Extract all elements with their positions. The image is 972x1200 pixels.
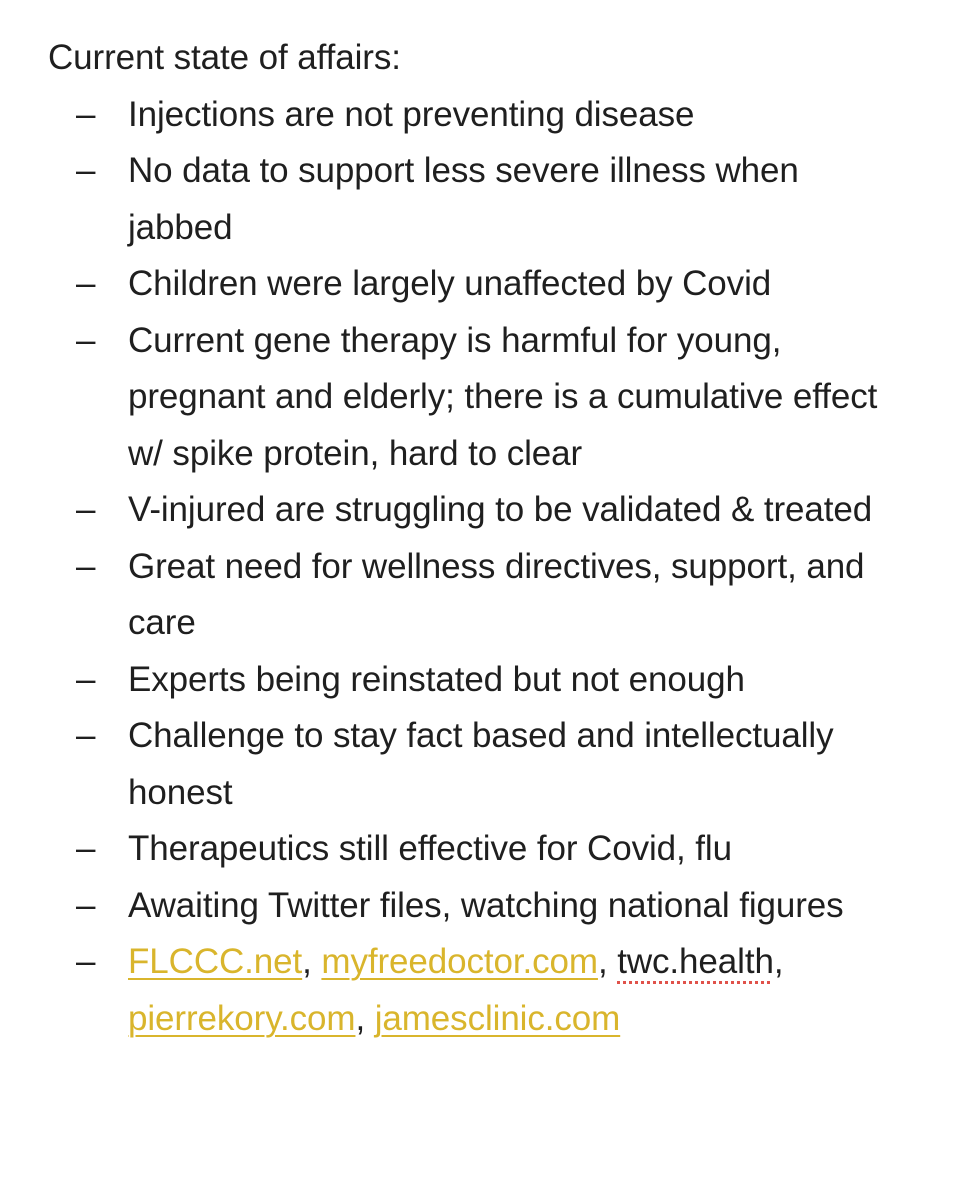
- bullet-dash: –: [76, 659, 96, 699]
- list-item-text: Experts being reinstated but not enough: [128, 659, 745, 699]
- list-item-text: V-injured are struggling to be validated & treated: [128, 490, 873, 529]
- bullet-dash: –: [76, 546, 96, 586]
- list-item: [48, 87, 908, 144]
- note-document: [48, 30, 948, 1047]
- text-twc-health: twc.health: [617, 942, 774, 981]
- list-item-text: No data to support less severe illness when jabbed: [128, 151, 799, 247]
- note-heading: Current state of affairs:: [48, 38, 401, 77]
- link-myfreedoctor[interactable]: myfreedoctor.com: [321, 942, 598, 981]
- list-item-text: Great need for wellness directives, support, and care: [128, 546, 865, 642]
- list-item-text: Children were largely unaffected by Covid: [128, 264, 772, 303]
- list-item-text: Current gene therapy is harmful for young, pregnant and elderly; there is a cumulative effect w/ spike protein, hard to clear: [128, 320, 878, 473]
- bullet-dash: –: [76, 829, 96, 868]
- bullet-dash: –: [76, 716, 96, 755]
- bullet-list: [48, 87, 948, 1048]
- list-item-text: Therapeutics still effective for Covid, flu: [128, 829, 732, 868]
- bullet-dash: –: [76, 151, 96, 190]
- bullet-dash: –: [76, 264, 96, 303]
- link-separator: ,: [302, 942, 322, 981]
- link-flccc[interactable]: FLCCC.net: [128, 942, 303, 981]
- list-item-links: [48, 934, 908, 1047]
- link-separator: ,: [597, 942, 618, 981]
- bullet-dash: –: [76, 942, 96, 981]
- link-separator: ,: [355, 998, 375, 1038]
- list-item: [48, 143, 908, 256]
- list-item: [48, 482, 908, 539]
- list-item: [48, 708, 908, 821]
- link-pierrekory[interactable]: pierrekory.com: [128, 998, 356, 1038]
- list-item-text: Injections are not preventing disease: [128, 94, 695, 134]
- bullet-dash: –: [76, 885, 96, 925]
- list-item: [48, 652, 908, 709]
- list-item: [48, 313, 908, 483]
- link-separator: ,: [773, 942, 784, 981]
- list-item: [48, 878, 908, 935]
- bullet-dash: –: [76, 94, 96, 134]
- list-item-text: Challenge to stay fact based and intellectually honest: [128, 716, 834, 812]
- link-jamesclinic[interactable]: jamesclinic.com: [374, 998, 621, 1038]
- bullet-dash: –: [76, 490, 96, 529]
- list-item: [48, 256, 908, 313]
- list-item: [48, 821, 908, 878]
- list-item-text: Awaiting Twitter files, watching national figures: [128, 885, 844, 925]
- bullet-dash: –: [76, 320, 96, 360]
- list-item: [48, 539, 908, 652]
